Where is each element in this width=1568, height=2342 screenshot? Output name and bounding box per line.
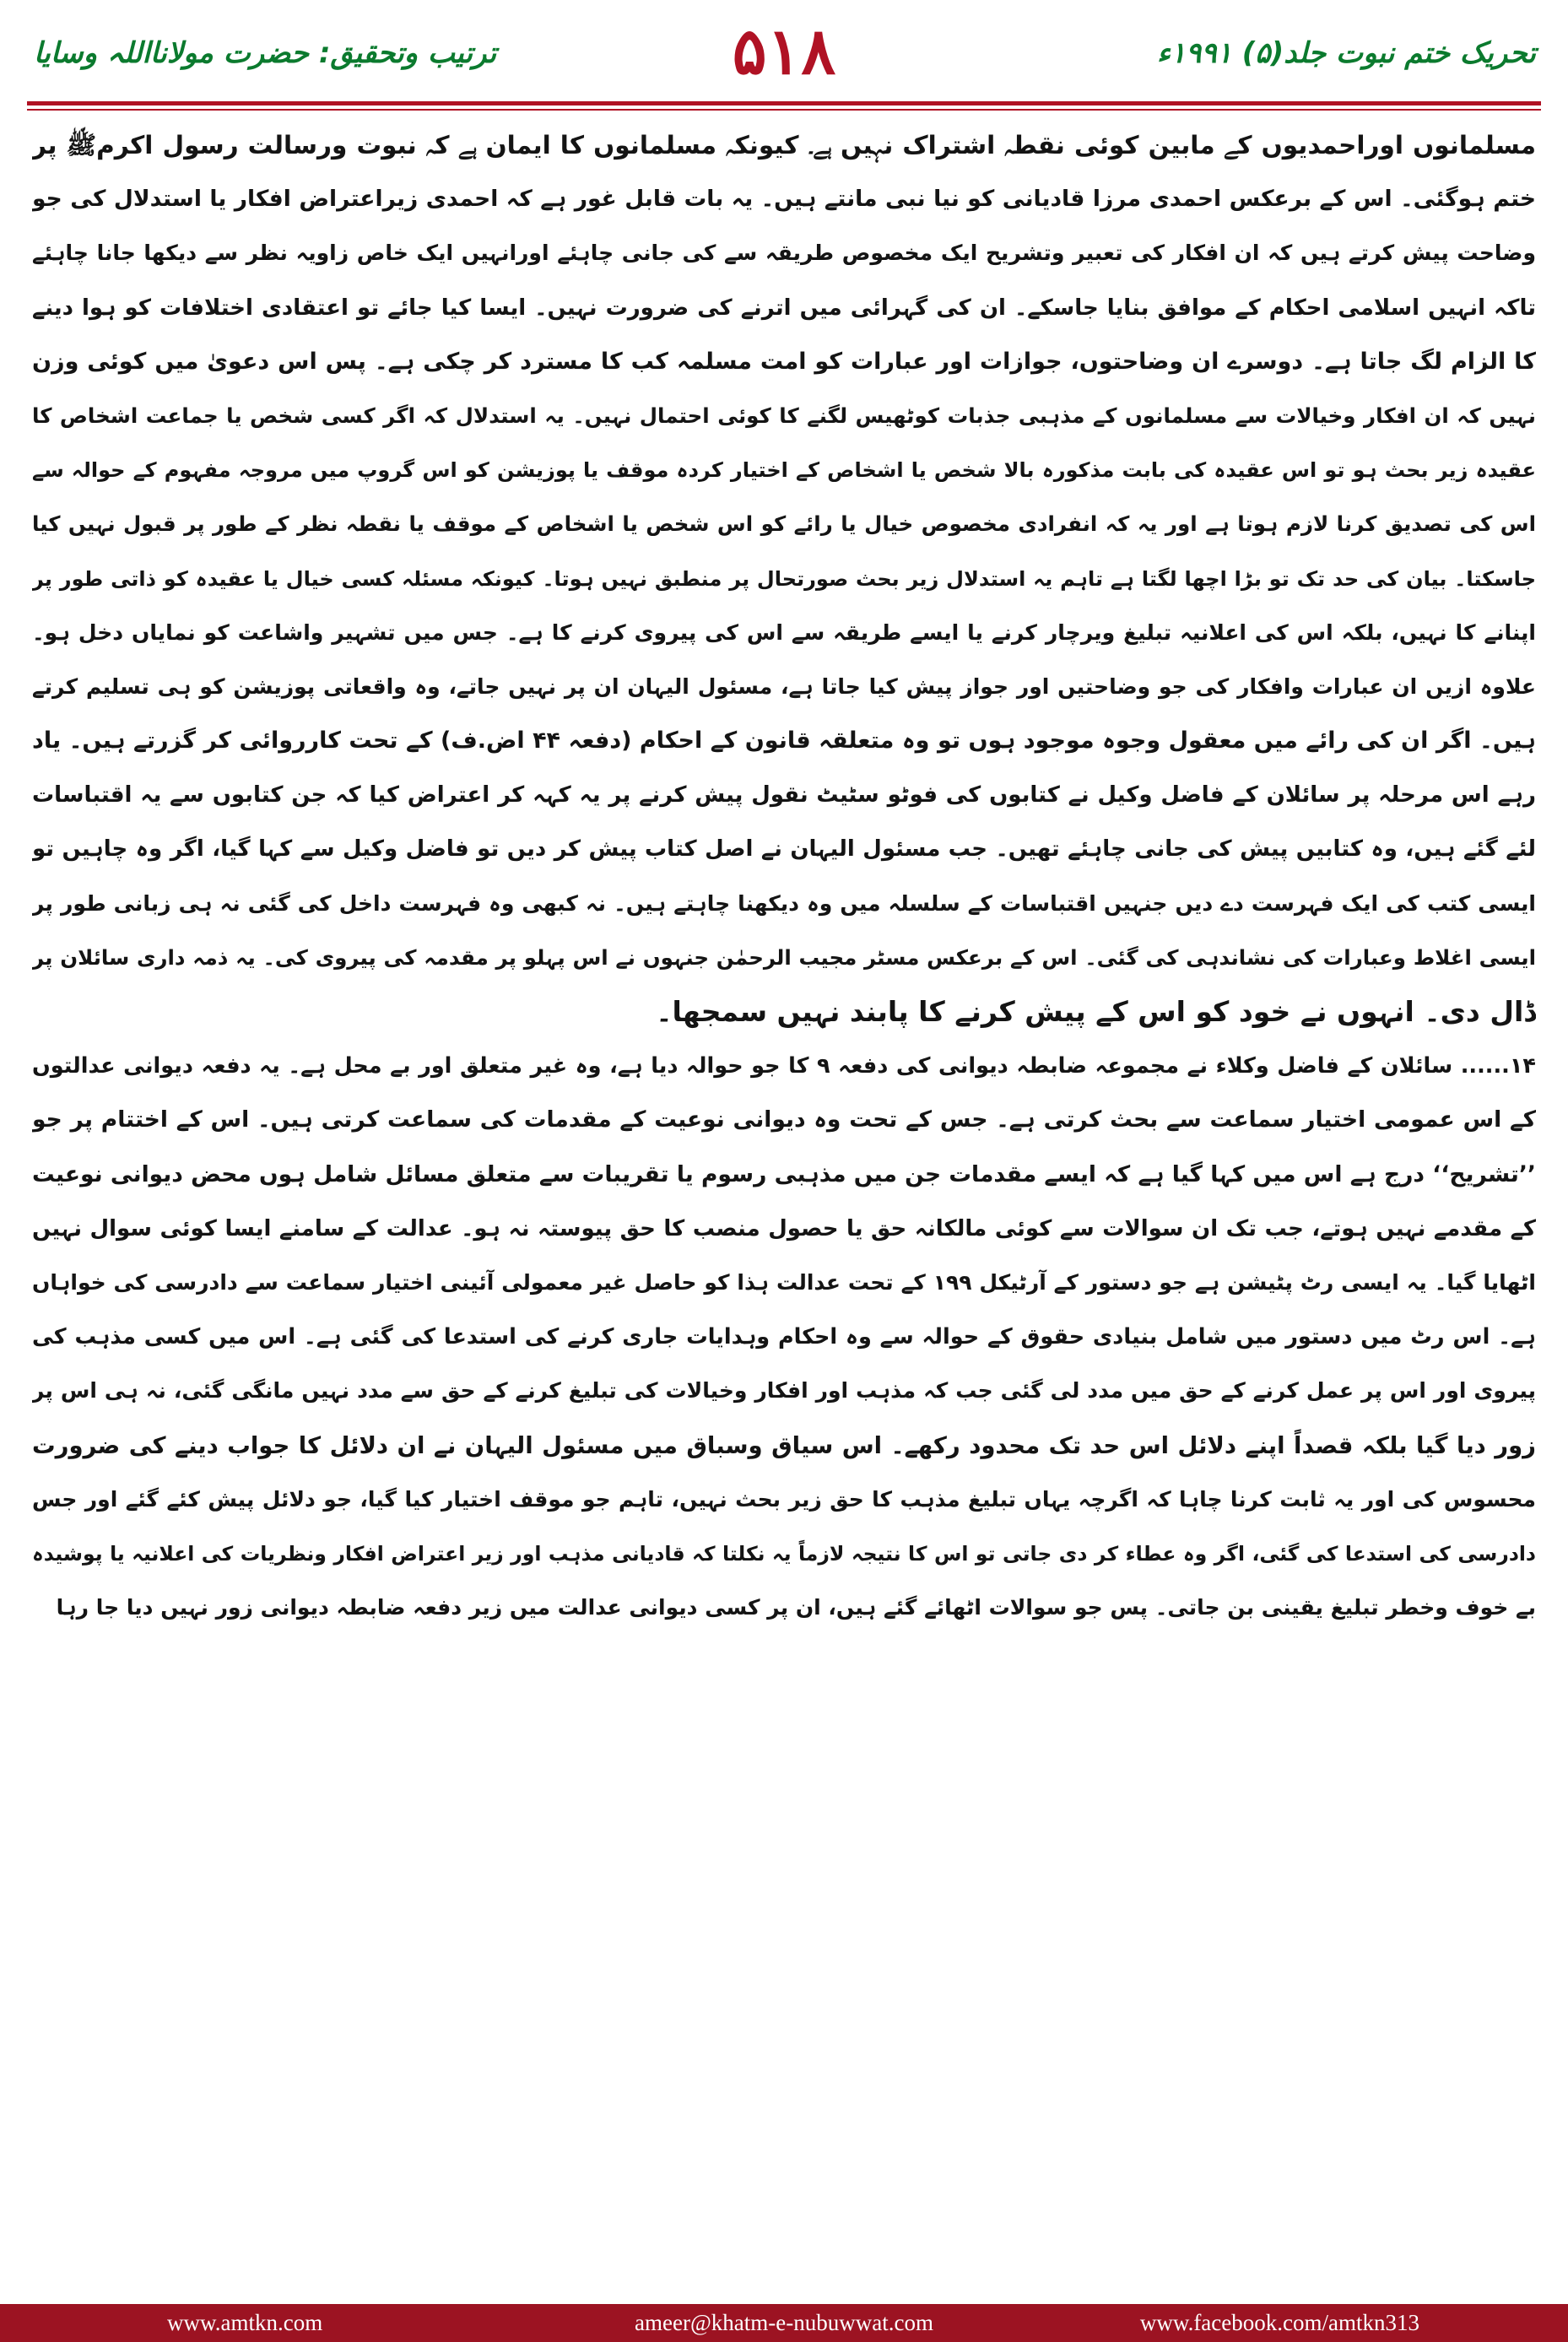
text-line: اٹھایا گیا۔ یہ ایسی رٹ پٹیشن ہے جو دستور کے آرٹیکل ۱۹۹ کے تحت عدالت ہذا کو حاصل غیر معمولی آئینی اختیار سماعت سے دادرسی کی خواہاں [32, 1269, 1536, 1295]
text-line: بے خوف وخطر تبلیغ یقینی بن جاتی۔ پس جو سوالات اٹھائے گئے ہیں، ان پر کسی دیوانی عدالت میں زیر دفعہ ضابطہ دیوانی زور نہیں دیا جا رہا [56, 1595, 1536, 1620]
text-line: محسوس کی اور یہ ثابت کرنا چاہا کہ اگرچہ یہاں تبلیغ مذہب کا حق زیر بحث نہیں، تاہم جو موقف اختیار کیا گیا، جو دلائل پیش کئے گئے اور جس [32, 1486, 1536, 1512]
compiler-credit: ترتیب وتحقیق: حضرت مولانااللہ وسایا [34, 36, 497, 70]
text-line: نہیں کہ ان افکار وخیالات سے مسلمانوں کے مذہبی جذبات کوٹھیس لگنے کا کوئی احتمال نہیں۔ یہ استدلال کہ اگر کسی شخص یا جماعت اشخاص کا [32, 403, 1536, 428]
text-line: وضاحت پیش کرتے ہیں کہ ان افکار کی تعبیر وتشریح ایک مخصوص طریقہ سے کی جانی چاہئے اورانہیں ایک خاص زاویہ نظر سے دیکھا جانا چاہئے [32, 241, 1536, 266]
text-line: اپنانے کا نہیں، بلکہ اس کی اعلانیہ تبلیغ ویرچار کرنے یا ایسے طریقہ سے اس کی پیروی کرنے کا ہے۔ جس میں تشہیر واشاعت کو نمایاں دخل ہو۔ [32, 619, 1536, 645]
book-title: تحریک ختم نبوت جلد(۵) ۱۹۹۱ء [1156, 36, 1536, 70]
text-line: ایسی کتب کی ایک فہرست دے دیں جنہیں اقتباسات کے سلسلہ میں وہ دیکھنا چاہتے ہیں۔ نہ کبھی وہ فہرست داخل کی گئی نہ ہی زبانی طور پر [32, 890, 1536, 916]
page-number: ۵۱۸ [732, 14, 836, 89]
email-link[interactable]: ameer@khatm-e-nubuwwat.com [635, 2310, 933, 2335]
text-line: زور دیا گیا بلکہ قصداً اپنے دلائل اس حد تک محدود رکھے۔ اس سیاق وسباق میں مسئول الیہان نے ان دلائل کا جواب دینے کی ضرورت [32, 1431, 1536, 1459]
text-line: لئے گئے ہیں، وہ کتابیں پیش کی جانی چاہئے تھیں۔ جب مسئول الیہان نے اصل کتاب پیش کر دیں تو فاضل وکیل سے کہا گیا، اگر وہ چاہیں تو [32, 836, 1536, 863]
header-divider [27, 101, 1541, 105]
text-line: عقیدہ زیر بحث ہو تو اس عقیدہ کی بابت مذکورہ بالا شخص یا اشخاص کے اختیار کردہ موقف یا پوزیشن کو اس گروپ میں مروجہ مفہوم کے حوالہ سے [32, 458, 1536, 483]
text-line: کے اس عمومی اختیار سماعت سے بحث کرتی ہے۔ جس کے تحت وہ دیوانی نوعیت کے مقدمات کی سماعت کرتی ہیں۔ اس کے اختتام پر جو [32, 1106, 1536, 1133]
text-line: ڈال دی۔ انہوں نے خود کو اس کے پیش کرنے کا پابند نہیں سمجھا۔ [656, 995, 1536, 1028]
facebook-link[interactable]: www.facebook.com/amtkn313 [1139, 2310, 1419, 2335]
text-line: کے مقدمے نہیں ہوتے، جب تک ان سوالات سے کوئی مالکانہ حق یا حصول منصب کا حق پیوستہ نہ ہو۔ عدالت کے سامنے ایسا کوئی سوال نہیں [32, 1215, 1536, 1241]
text-line: مسلمانوں اوراحمدیوں کے مابین کوئی نقطہ اشتراک نہیں ہے۔ کیونکہ مسلمانوں کا ایمان ہے کہ نبوت ورسالت رسول اکرمﷺ پر [32, 131, 1536, 160]
header-divider-thin [27, 109, 1541, 111]
text-line: ایسی اغلاط وعبارات کی نشاندہی کی گئی۔ اس کے برعکس مسٹر مجیب الرحمٰن جنہوں نے اس پہلو پر مقدمہ کی پیروی کی۔ یہ ذمہ داری سائلان پر [32, 944, 1536, 970]
text-line: رہے اس مرحلہ پر سائلان کے فاضل وکیل نے کتابوں کی فوٹو سٹیٹ نقول پیش کرنے پر یہ کہہ کر اعتراض کیا کہ جن کتابوں سے یہ اقتباسات [32, 782, 1536, 809]
text-line: علاوہ ازیں ان عبارات وافکار کی جو وضاحتیں اور جواز پیش کیا جاتا ہے، مسئول الیہان ان پر نہیں جاتے، وہ واقعاتی پوزیشن کو ہی تسلیم کرتے [32, 673, 1536, 699]
text-line: کا الزام لگ جاتا ہے۔ دوسرے ان وضاحتوں، جوازات اور عبارات کو امت مسلمہ کب کا مسترد کر چکی ہے۔ پس اس دعویٰ میں کوئی وزن [32, 348, 1536, 375]
text-line: ۱۴...... سائلان کے فاضل وکلاء نے مجموعہ ضابطہ دیوانی کی دفعہ ۹ کا جو حوالہ دیا ہے، وہ غیر متعلق اور بے محل ہے۔ یہ دفعہ دیوانی عدالتوں [32, 1053, 1536, 1079]
footer-bar [0, 2304, 1568, 2342]
text-line: ختم ہوگئی۔ اس کے برعکس احمدی مرزا قادیانی کو نیا نبی مانتے ہیں۔ یہ بات قابل غور ہے کہ احمدی زیراعتراض افکار یا استدلال کی جو [32, 186, 1536, 213]
text-line: ’’تشریح‘‘ درج ہے اس میں کہا گیا ہے کہ ایسے مقدمات جن میں مذہبی رسوم یا تقریبات سے متعلق مسائل شامل ہوں محض دیوانی نوعیت [32, 1160, 1536, 1187]
text-line: پیروی اور اس پر عمل کرنے کے حق میں مدد لی گئی جب کہ مذہب اور افکار وخیالات کی تبلیغ کرنے کے حق سے مدد نہیں مانگی گئی، نہ ہی اس پر [32, 1378, 1536, 1404]
text-line: ہیں۔ اگر ان کی رائے میں معقول وجوہ موجود ہوں تو وہ متعلقہ قانون کے احکام (دفعہ ۴۴ اض.ف) کے تحت کارروائی کر گزرتے ہیں۔ یاد [32, 727, 1536, 755]
text-line: جاسکتا۔ بیان کی حد تک تو بڑا اچھا لگتا ہے تاہم یہ استدلال زیر بحث صورتحال پر منطبق نہیں ہوتا۔ کیونکہ مسئلہ کسی خیال یا عقیدہ کو ذاتی طور پر [32, 566, 1536, 591]
text-line: اس کی تصدیق کرنا لازم ہوتا ہے اور یہ کہ انفرادی مخصوص خیال یا رائے کو اس شخص یا اشخاص کے موقف یا نقطہ نظر کے طور پر قبول نہیں کیا [32, 511, 1536, 537]
text-line: تاکہ انہیں اسلامی احکام کے موافق بنایا جاسکے۔ ان کی گہرائی میں اترنے کی ضرورت نہیں۔ ایسا کیا جائے تو اعتقادی اختلافات کو ہوا دینے [32, 295, 1536, 321]
text-line: دادرسی کی استدعا کی گئی، اگر وہ عطاء کر دی جاتی تو اس کا نتیجہ لازماً یہ نکلتا کہ قادیانی مذہب اور زیر اعتراض افکار ونظریات کی اعلانیہ یا پوشیدہ [32, 1541, 1536, 1566]
website-link[interactable]: www.amtkn.com [167, 2310, 323, 2335]
text-line: ہے۔ اس رٹ میں دستور میں شامل بنیادی حقوق کے حوالہ سے وہ احکام وہدایات جاری کرنے کی استدعا کی گئی ہے۔ اس میں کسی مذہب کی [32, 1324, 1536, 1350]
body-text [32, 118, 1536, 2304]
